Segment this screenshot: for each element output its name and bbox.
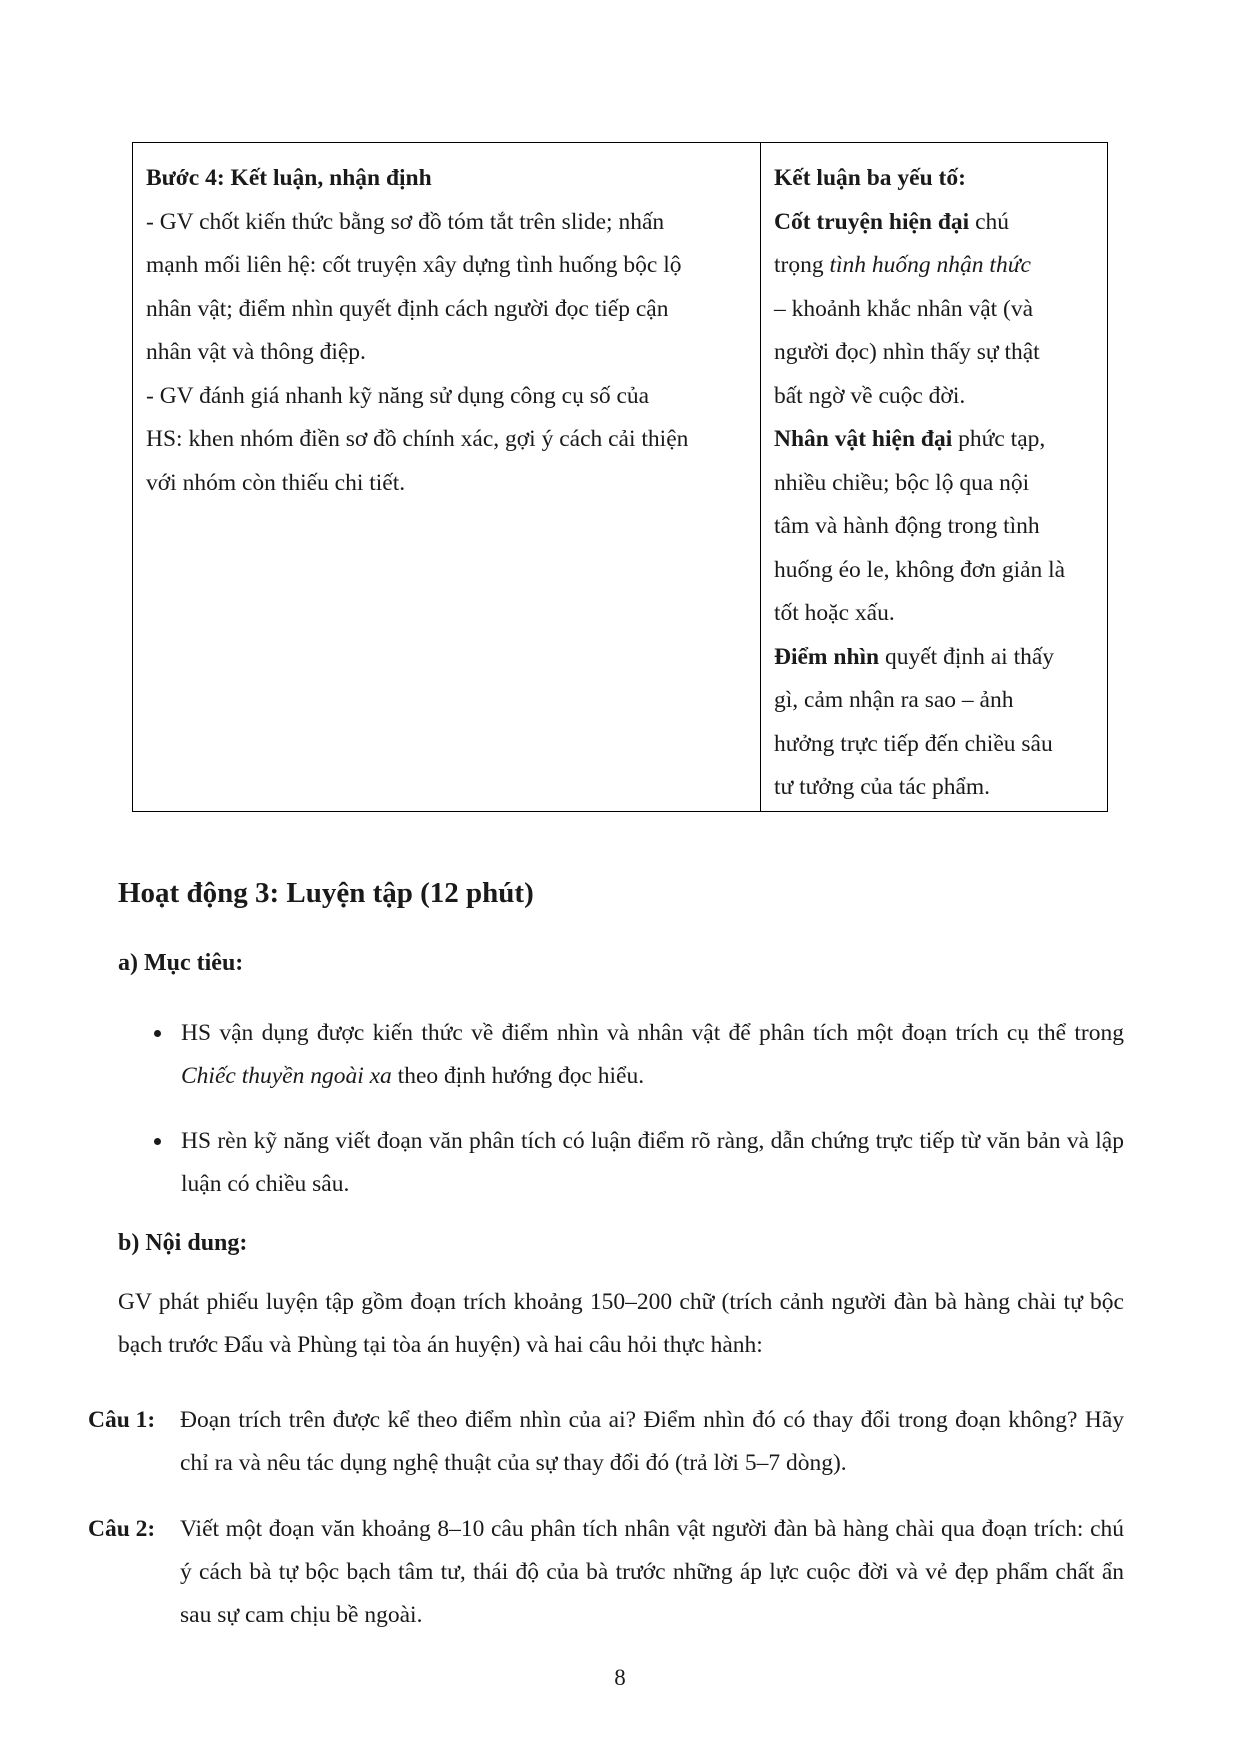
left-line: - GV chốt kiến thức bằng sơ đồ tóm tắt trên slide; nhấn [146,208,665,235]
plot-line: – khoảnh khắc nhân vật (và [774,295,1034,322]
plot-italic-term: tình huống nhận thức [829,252,1031,278]
plot-line: bất ngờ về cuộc đời. [774,382,966,409]
content-heading: b) Nội dung: [118,1230,248,1256]
objectives-list [152,1012,1124,1098]
character-line: tốt hoặc xấu. [774,600,895,626]
section-title: Hoạt động 3: Luyện tập (12 phút) [118,877,534,909]
left-line: nhân vật và thông điệp. [146,339,366,365]
character-line: Nhân vật hiện đại phức tạp, [774,426,1046,452]
table-right-cell [761,143,1107,811]
question-label: Câu 1: [88,1407,156,1433]
character-line: nhiều chiều; bộc lộ qua nội [774,469,1030,496]
question-text: Viết một đoạn văn khoảng 8–10 câu phân tích nhân vật người đàn bà hàng chài qua đoạn trích: chú ý cách bà tự bộc bạch tâm tư, thái độ của bà trước những áp lực cuộc đời và vẻ đẹp phẩm chất ẩn sau sự cam chịu bề ngoài. [180,1516,1124,1628]
plot-line: người đọc) nhìn thấy sự thật [774,339,1040,365]
table-left-cell [133,143,761,811]
conclusion-heading: Kết luận ba yếu tố: [774,165,966,191]
bullet-icon [154,1138,161,1145]
pov-line: gì, cảm nhận ra sao – ảnh [774,687,1014,713]
bullet-icon [154,1030,161,1037]
pov-line: Điểm nhìn quyết định ai thấy [774,643,1055,670]
page-number: 8 [614,1665,626,1690]
list-item: HS vận dụng được kiến thức về điểm nhìn và nhân vật để phân tích một đoạn trích cụ thể trong Chiếc thuyền ngoài xa theo định hướng đọc hiểu. [152,1012,1124,1098]
objectives-list [152,1120,1124,1206]
step-heading: Bước 4: Kết luận, nhận định [146,165,432,191]
left-line: với nhóm còn thiếu chi tiết. [146,469,406,496]
plot-line: trọng tình huống nhận thức [774,252,1031,278]
work-title: Chiếc thuyền ngoài xa [181,1063,392,1089]
question-text: Đoạn trích trên được kể theo điểm nhìn của ai? Điểm nhìn đó có thay đổi trong đoạn không? Hãy chỉ ra và nêu tác dụng nghệ thuật của sự thay đổi đó (trả lời 5–7 dòng). [180,1407,1124,1476]
left-line: HS: khen nhóm điền sơ đồ chính xác, gợi ý cách cải thiện [146,426,689,452]
character-line: tâm và hành động trong tình [774,513,1040,539]
lesson-table [132,142,1108,812]
pov-line: tư tưởng của tác phẩm. [774,774,991,800]
question-2 [88,1508,1124,1637]
pov-term: Điểm nhìn [774,643,880,670]
question-label: Câu 2: [88,1516,156,1542]
plot-line: Cốt truyện hiện đại chú [774,208,1010,235]
left-line: mạnh mối liên hệ: cốt truyện xây dựng tình huống bộc lộ [146,252,682,278]
left-line: - GV đánh giá nhanh kỹ năng sử dụng công cụ số của [146,382,650,409]
plot-term: Cốt truyện hiện đại [774,208,970,235]
character-line: huống éo le, không đơn giản là [774,556,1066,583]
list-item: HS rèn kỹ năng viết đoạn văn phân tích có luận điểm rõ ràng, dẫn chứng trực tiếp từ văn bản và lập luận có chiều sâu. [152,1120,1124,1206]
question-1 [88,1399,1124,1485]
left-line: nhân vật; điểm nhìn quyết định cách người đọc tiếp cận [146,295,669,322]
objectives-heading: a) Mục tiêu: [118,950,244,976]
pov-line: hưởng trực tiếp đến chiều sâu [774,730,1053,757]
character-term: Nhân vật hiện đại [774,426,953,452]
content-paragraph: GV phát phiếu luyện tập gồm đoạn trích khoảng 150–200 chữ (trích cảnh người đàn bà hàng chài tự bộc bạch trước Đẩu và Phùng tại tòa án huyện) và hai câu hỏi thực hành: [118,1289,1124,1358]
